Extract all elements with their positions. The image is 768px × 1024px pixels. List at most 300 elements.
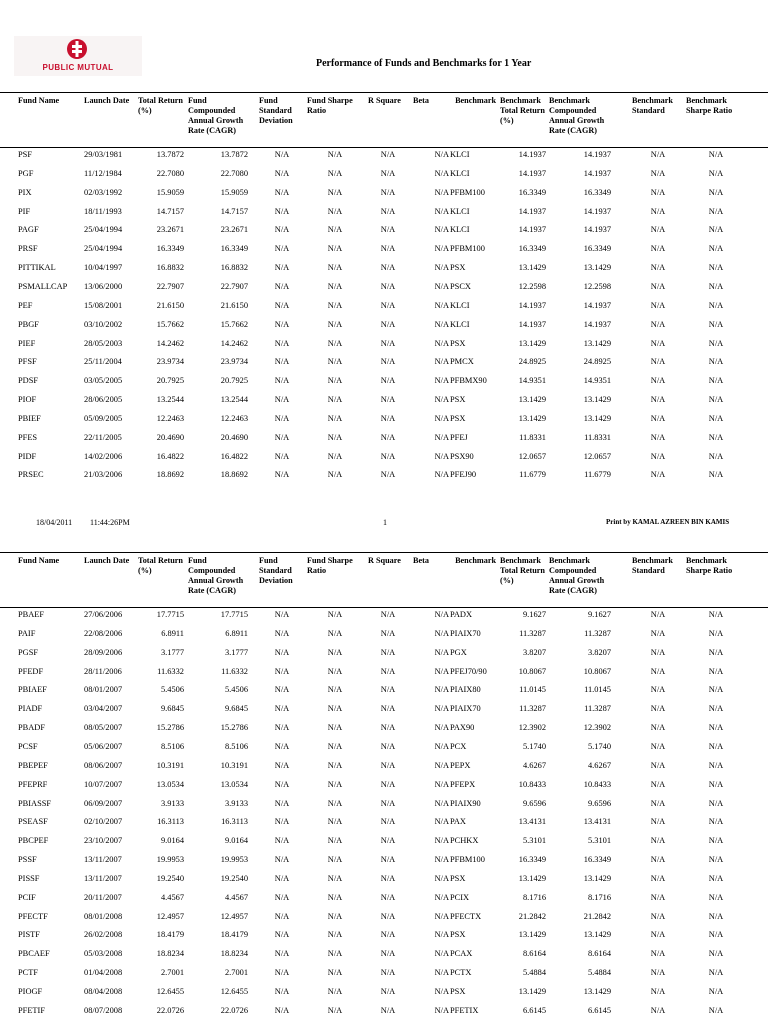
benchmark-cell: PFBMX90 [450,376,487,386]
fund-name-cell: PFEPRF [18,779,48,789]
benchmark-sharpe-cell: N/A [708,723,724,733]
fund-sharpe-cell: N/A [327,225,343,235]
r-square-cell: N/A [380,187,396,197]
fund-cagr-cell: 13.0534 [220,779,248,789]
fund-std-dev-cell: N/A [274,319,290,329]
benchmark-cell: KLCI [450,319,470,329]
total-return-cell: 18.4179 [156,930,184,940]
benchmark-sharpe-cell: N/A [708,395,724,405]
fund-name-cell: PBCAEF [18,949,50,959]
launch-date-cell: 01/04/2008 [84,968,123,978]
benchmark-cagr-cell: 13.1429 [583,873,611,883]
benchmark-cagr-cell: 14.9351 [583,376,611,386]
fund-name-cell: PSMALLCAP [18,281,68,291]
benchmark-cell: PFEJ [450,432,468,442]
total-return-cell: 15.9059 [156,187,184,197]
total-return-cell: 12.2463 [156,413,184,423]
launch-date-cell: 18/11/1993 [84,206,122,216]
table-row [0,392,768,411]
table-row [0,147,768,166]
fund-sharpe-cell: N/A [327,263,343,273]
benchmark-cell: PIAIX70 [450,628,481,638]
fund-name-cell: PFECTF [18,911,48,921]
fund-std-dev-cell: N/A [274,1005,290,1015]
fund-name-cell: PBIAEF [18,685,47,695]
benchmark-cagr-cell: 14.1937 [583,300,611,310]
benchmark-cagr-cell: 11.6779 [584,470,611,480]
r-square-cell: N/A [380,281,396,291]
benchmark-cell: PFBM100 [450,244,485,254]
benchmark-std-cell: N/A [650,470,666,480]
total-return-cell: 14.7157 [156,206,184,216]
beta-cell: N/A [434,187,449,197]
benchmark-total-return-cell: 14.1937 [518,206,546,216]
beta-cell: N/A [434,225,449,235]
benchmark-sharpe-cell: N/A [708,892,724,902]
fund-sharpe-cell: N/A [327,930,343,940]
beta-cell: N/A [434,817,449,827]
benchmark-total-return-cell: 13.1429 [518,413,546,423]
fund-cagr-cell: 10.3191 [220,760,248,770]
benchmark-std-cell: N/A [650,338,666,348]
launch-date-cell: 02/03/1992 [84,187,123,197]
r-square-cell: N/A [380,376,396,386]
fund-sharpe-cell: N/A [327,187,343,197]
fund-sharpe-cell: N/A [327,647,343,657]
benchmark-total-return-cell: 11.8331 [519,432,546,442]
benchmark-std-cell: N/A [650,987,666,996]
benchmark-std-cell: N/A [650,892,666,902]
beta-cell: N/A [434,432,449,442]
total-return-cell: 16.4822 [156,451,184,461]
beta-cell: N/A [434,244,449,254]
benchmark-cagr-cell: 4.6267 [587,760,611,770]
launch-date-cell: 13/06/2000 [84,281,123,291]
beta-cell: N/A [434,357,449,367]
benchmark-std-cell: N/A [650,968,666,978]
benchmark-cell: PEPX [450,760,471,770]
fund-sharpe-cell: N/A [327,836,343,846]
header-benchmark-sharpe: Benchmark Sharpe Ratio [686,556,733,575]
fund-sharpe-cell: N/A [327,873,343,883]
benchmark-cagr-cell: 8.6164 [587,949,611,959]
report-title: Performance of Funds and Benchmarks for 1 Year [316,58,532,69]
r-square-cell: N/A [380,300,396,310]
beta-cell: N/A [434,628,449,638]
total-return-cell: 22.7080 [156,168,184,178]
table-row [0,241,768,260]
benchmark-std-cell: N/A [650,949,666,959]
benchmark-sharpe-cell: N/A [708,187,724,197]
fund-std-dev-cell: N/A [274,836,290,846]
benchmark-total-return-cell: 8.6164 [522,949,546,959]
beta-cell: N/A [434,451,449,461]
fund-sharpe-cell: N/A [327,357,343,367]
fund-std-dev-cell: N/A [274,168,290,178]
launch-date-cell: 10/07/2007 [84,779,123,789]
benchmark-cell: KLCI [450,150,470,159]
benchmark-total-return-cell: 13.1429 [518,263,546,273]
benchmark-sharpe-cell: N/A [708,470,724,480]
benchmark-total-return-cell: 14.1937 [518,225,546,235]
benchmark-sharpe-cell: N/A [708,760,724,770]
beta-cell: N/A [434,779,449,789]
header-benchmark-total-return: Benchmark Total Return (%) [500,556,545,585]
table-header [0,92,768,148]
benchmark-total-return-cell: 13.4131 [518,817,546,827]
benchmark-cell: PAX [450,817,466,827]
fund-sharpe-cell: N/A [327,395,343,405]
header-benchmark-cagr: Benchmark Compounded Annual Growth Rate (CAGR) [549,556,605,595]
benchmark-std-cell: N/A [650,357,666,367]
benchmark-total-return-cell: 24.8925 [518,357,546,367]
table-row [0,607,768,626]
launch-date-cell: 08/01/2008 [84,911,123,921]
table-row [0,430,768,449]
r-square-cell: N/A [380,968,396,978]
benchmark-total-return-cell: 4.6267 [522,760,546,770]
r-square-cell: N/A [380,225,396,235]
benchmark-cell: PSX [450,395,466,405]
benchmark-std-cell: N/A [650,685,666,695]
launch-date-cell: 28/06/2005 [84,395,123,405]
fund-cagr-cell: 20.4690 [220,432,248,442]
benchmark-std-cell: N/A [650,930,666,940]
table-row [0,909,768,928]
beta-cell: N/A [434,647,449,657]
benchmark-sharpe-cell: N/A [708,263,724,273]
fund-std-dev-cell: N/A [274,338,290,348]
total-return-cell: 15.7662 [156,319,184,329]
benchmark-sharpe-cell: N/A [708,968,724,978]
fund-sharpe-cell: N/A [327,319,343,329]
benchmark-sharpe-cell: N/A [708,281,724,291]
benchmark-sharpe-cell: N/A [708,225,724,235]
fund-name-cell: PFES [18,432,38,442]
launch-date-cell: 13/11/2007 [84,855,122,865]
table-row [0,946,768,965]
total-return-cell: 16.3113 [157,817,184,827]
beta-cell: N/A [434,263,449,273]
r-square-cell: N/A [380,741,396,751]
fund-name-cell: PFSF [18,357,37,367]
fund-std-dev-cell: N/A [274,892,290,902]
benchmark-std-cell: N/A [650,911,666,921]
fund-sharpe-cell: N/A [327,413,343,423]
total-return-cell: 2.7001 [160,968,184,978]
beta-cell: N/A [434,150,449,159]
benchmark-cell: PSX [450,263,466,273]
fund-cagr-cell: 22.0726 [220,1005,248,1015]
benchmark-std-cell: N/A [650,395,666,405]
r-square-cell: N/A [380,244,396,254]
r-square-cell: N/A [380,873,396,883]
benchmark-cagr-cell: 3.8207 [587,647,611,657]
benchmark-sharpe-cell: N/A [708,741,724,751]
fund-name-cell: PFEDF [18,666,44,676]
benchmark-total-return-cell: 9.6596 [522,798,546,808]
header-beta: Beta [413,96,429,105]
benchmark-cell: PSX [450,930,466,940]
fund-cagr-cell: 12.6455 [220,987,248,996]
fund-name-cell: PIEF [18,338,36,348]
benchmark-cagr-cell: 5.1740 [587,741,611,751]
fund-cagr-cell: 22.7080 [220,168,248,178]
table-row [0,260,768,279]
beta-cell: N/A [434,413,449,423]
total-return-cell: 16.3349 [156,244,184,254]
benchmark-cell: PGX [450,647,467,657]
fund-name-cell: PBIEF [18,413,41,423]
benchmark-sharpe-cell: N/A [708,911,724,921]
r-square-cell: N/A [380,723,396,733]
benchmark-std-cell: N/A [650,836,666,846]
total-return-cell: 18.8234 [156,949,184,959]
launch-date-cell: 14/02/2006 [84,451,123,461]
fund-std-dev-cell: N/A [274,628,290,638]
total-return-cell: 11.6332 [157,666,184,676]
fund-name-cell: PBCPEF [18,836,49,846]
table-row [0,833,768,852]
fund-sharpe-cell: N/A [327,206,343,216]
fund-name-cell: PBEPEF [18,760,48,770]
benchmark-total-return-cell: 13.1429 [518,395,546,405]
benchmark-cagr-cell: 12.0657 [583,451,611,461]
fund-name-cell: PAGF [18,225,39,235]
benchmark-cell: KLCI [450,225,470,235]
r-square-cell: N/A [380,395,396,405]
fund-cagr-cell: 4.4567 [224,892,248,902]
print-time: 11:44:26PM [90,518,130,527]
benchmark-total-return-cell: 14.1937 [518,150,546,159]
launch-date-cell: 28/05/2003 [84,338,123,348]
benchmark-total-return-cell: 12.0657 [518,451,546,461]
benchmark-std-cell: N/A [650,873,666,883]
table-row [0,449,768,468]
fund-name-cell: PISTF [18,930,40,940]
fund-name-cell: PBAEF [18,610,45,619]
total-return-cell: 13.0534 [156,779,184,789]
fund-name-cell: PBADF [18,723,45,733]
logo-text: PUBLIC MUTUAL [42,63,114,72]
launch-date-cell: 11/12/1984 [84,168,122,178]
fund-name-cell: PIF [18,206,31,216]
fund-std-dev-cell: N/A [274,685,290,695]
benchmark-total-return-cell: 13.1429 [518,930,546,940]
header-benchmark-std: Benchmark Standard [632,556,673,575]
fund-sharpe-cell: N/A [327,855,343,865]
r-square-cell: N/A [380,685,396,695]
benchmark-cagr-cell: 24.8925 [583,357,611,367]
benchmark-cagr-cell: 8.1716 [587,892,611,902]
benchmark-total-return-cell: 11.3287 [519,628,546,638]
fund-sharpe-cell: N/A [327,779,343,789]
benchmark-total-return-cell: 11.3287 [519,704,546,714]
benchmark-cell: PIAIX70 [450,704,481,714]
total-return-cell: 22.0726 [156,1005,184,1015]
total-return-cell: 15.2786 [156,723,184,733]
fund-cagr-cell: 23.9734 [220,357,248,367]
fund-sharpe-cell: N/A [327,376,343,386]
benchmark-cagr-cell: 21.2842 [583,911,611,921]
benchmark-cagr-cell: 13.1429 [583,987,611,996]
benchmark-sharpe-cell: N/A [708,855,724,865]
benchmark-std-cell: N/A [650,610,666,619]
table-row [0,317,768,336]
page-footer [0,518,768,530]
fund-sharpe-cell: N/A [327,704,343,714]
launch-date-cell: 03/04/2007 [84,704,123,714]
fund-sharpe-cell: N/A [327,817,343,827]
r-square-cell: N/A [380,855,396,865]
benchmark-cagr-cell: 14.1937 [583,319,611,329]
benchmark-cagr-cell: 14.1937 [583,225,611,235]
fund-std-dev-cell: N/A [274,779,290,789]
launch-date-cell: 22/08/2006 [84,628,123,638]
header-r-square: R Square [368,96,401,105]
table-row [0,1003,768,1022]
benchmark-total-return-cell: 21.2842 [518,911,546,921]
launch-date-cell: 13/11/2007 [84,873,122,883]
launch-date-cell: 08/04/2008 [84,987,123,996]
fund-std-dev-cell: N/A [274,206,290,216]
fund-name-cell: PCIF [18,892,36,902]
fund-std-dev-cell: N/A [274,855,290,865]
benchmark-sharpe-cell: N/A [708,685,724,695]
fund-name-cell: PDSF [18,376,39,386]
table-row [0,467,768,486]
benchmark-sharpe-cell: N/A [708,206,724,216]
fund-name-cell: PRSEC [18,470,44,480]
benchmark-cell: PAX90 [450,723,475,733]
r-square-cell: N/A [380,206,396,216]
r-square-cell: N/A [380,470,396,480]
table-row [0,852,768,871]
benchmark-sharpe-cell: N/A [708,432,724,442]
fund-sharpe-cell: N/A [327,610,343,619]
benchmark-cell: PSX [450,873,466,883]
fund-cagr-cell: 14.2462 [220,338,248,348]
header-fund-cagr: Fund Compounded Annual Growth Rate (CAGR) [188,96,244,135]
fund-std-dev-cell: N/A [274,150,290,159]
benchmark-std-cell: N/A [650,1005,666,1015]
total-return-cell: 16.8832 [156,263,184,273]
fund-std-dev-cell: N/A [274,704,290,714]
benchmark-sharpe-cell: N/A [708,817,724,827]
total-return-cell: 23.9734 [156,357,184,367]
total-return-cell: 22.7907 [156,281,184,291]
benchmark-sharpe-cell: N/A [708,873,724,883]
table-row [0,682,768,701]
fund-cagr-cell: 23.2671 [220,225,248,235]
header-benchmark-total-return: Benchmark Total Return (%) [500,96,545,125]
benchmark-total-return-cell: 16.3349 [518,187,546,197]
beta-cell: N/A [434,168,449,178]
total-return-cell: 9.0164 [160,836,184,846]
fund-name-cell: PSF [18,150,32,159]
benchmark-total-return-cell: 3.8207 [522,647,546,657]
fund-cagr-cell: 6.8911 [225,628,248,638]
fund-sharpe-cell: N/A [327,244,343,254]
benchmark-total-return-cell: 5.3101 [522,836,546,846]
fund-cagr-cell: 15.2786 [220,723,248,733]
fund-cagr-cell: 15.7662 [220,319,248,329]
benchmark-total-return-cell: 5.1740 [522,741,546,751]
benchmark-sharpe-cell: N/A [708,150,724,159]
fund-name-cell: PIDF [18,451,37,461]
beta-cell: N/A [434,911,449,921]
benchmark-sharpe-cell: N/A [708,628,724,638]
fund-cagr-cell: 5.4506 [224,685,248,695]
total-return-cell: 13.2544 [156,395,184,405]
beta-cell: N/A [434,968,449,978]
fund-sharpe-cell: N/A [327,949,343,959]
fund-std-dev-cell: N/A [274,432,290,442]
r-square-cell: N/A [380,338,396,348]
total-return-cell: 23.2671 [156,225,184,235]
benchmark-sharpe-cell: N/A [708,168,724,178]
r-square-cell: N/A [380,798,396,808]
table-row [0,701,768,720]
header-fund-std-dev: Fund Standard Deviation [259,556,293,585]
total-return-cell: 12.6455 [156,987,184,996]
fund-name-cell: PEF [18,300,33,310]
launch-date-cell: 15/08/2001 [84,300,123,310]
fund-std-dev-cell: N/A [274,930,290,940]
benchmark-std-cell: N/A [650,319,666,329]
header-beta: Beta [413,556,429,565]
r-square-cell: N/A [380,704,396,714]
total-return-cell: 21.6150 [156,300,184,310]
fund-cagr-cell: 14.7157 [220,206,248,216]
fund-sharpe-cell: N/A [327,968,343,978]
fund-cagr-cell: 18.8234 [220,949,248,959]
header-benchmark-cagr: Benchmark Compounded Annual Growth Rate (CAGR) [549,96,605,135]
header-benchmark: Benchmark [455,96,496,105]
benchmark-cell: PMCX [450,357,474,367]
table-row [0,185,768,204]
table-row [0,298,768,317]
header-launch-date: Launch Date [84,556,130,565]
fund-name-cell: PISSF [18,873,40,883]
r-square-cell: N/A [380,150,396,159]
benchmark-cell: PADX [450,610,473,619]
benchmark-sharpe-cell: N/A [708,987,724,996]
r-square-cell: N/A [380,949,396,959]
fund-name-cell: PBGF [18,319,39,329]
benchmark-cagr-cell: 13.1429 [583,395,611,405]
benchmark-sharpe-cell: N/A [708,300,724,310]
benchmark-std-cell: N/A [650,451,666,461]
fund-std-dev-cell: N/A [274,666,290,676]
fund-name-cell: PSSF [18,855,37,865]
benchmark-total-return-cell: 6.6145 [522,1005,546,1015]
benchmark-std-cell: N/A [650,281,666,291]
benchmark-total-return-cell: 13.1429 [518,873,546,883]
fund-cagr-cell: 15.9059 [220,187,248,197]
benchmark-sharpe-cell: N/A [708,451,724,461]
r-square-cell: N/A [380,930,396,940]
header-fund-sharpe: Fund Sharpe Ratio [307,96,353,115]
table-row [0,984,768,1003]
fund-std-dev-cell: N/A [274,357,290,367]
total-return-cell: 19.2540 [156,873,184,883]
benchmark-cell: PCTX [450,968,472,978]
launch-date-cell: 26/02/2008 [84,930,123,940]
beta-cell: N/A [434,206,449,216]
r-square-cell: N/A [380,836,396,846]
benchmark-cagr-cell: 9.1627 [587,610,611,619]
